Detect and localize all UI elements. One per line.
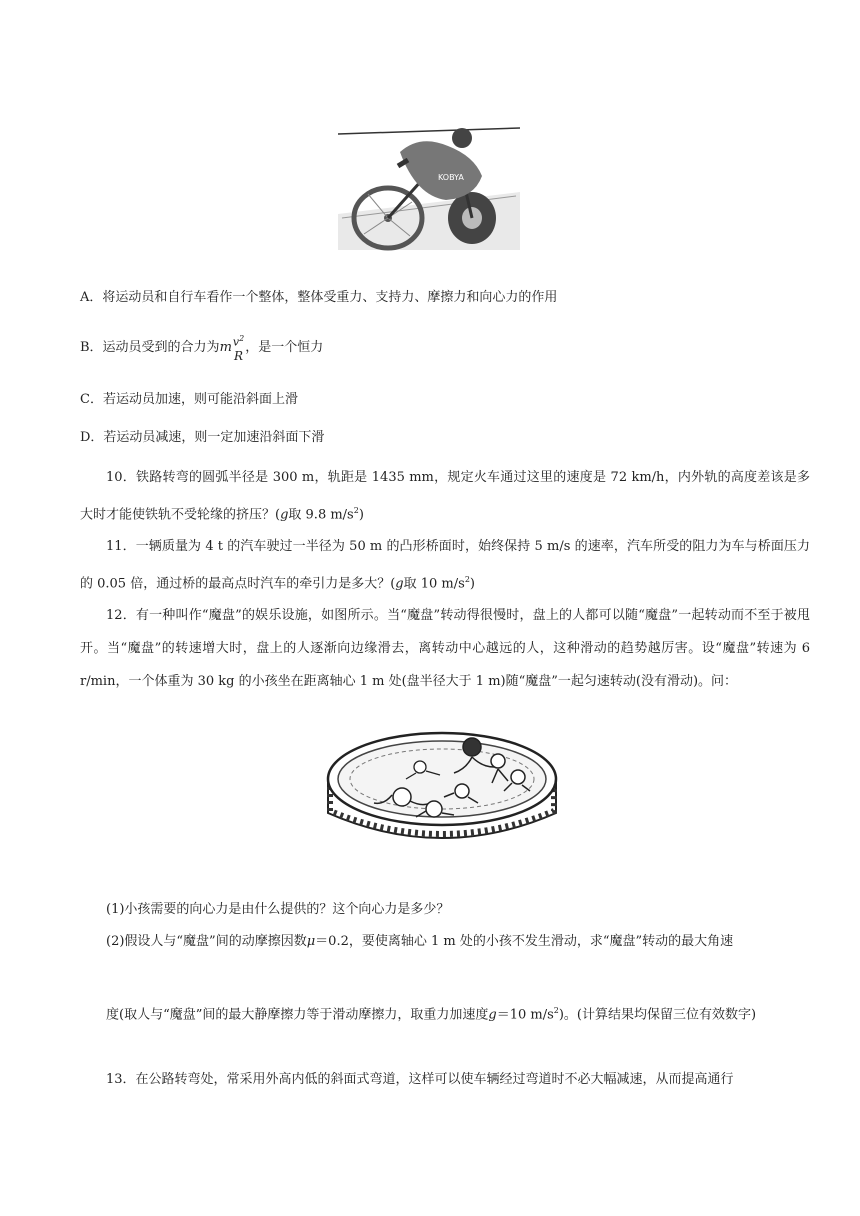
fraction-v2-over-r: $v^2$ R bbox=[232, 333, 245, 364]
question-10-gravity: 取 9.8 m/s bbox=[288, 507, 354, 523]
question-10-text: 10．铁路转弯的圆弧半径是 300 m，轨距是 1435 mm，规定火车通过这里的速度是 72 km/h，内外轨的高度差该是多大时才能使铁轨不受轮缘的挤压？( bbox=[80, 470, 810, 523]
svg-text:KOBYA: KOBYA bbox=[438, 173, 464, 182]
option-a-text: A．将运动员和自行车看作一个整体，整体受重力、支持力、摩擦力和向心力的作用 bbox=[80, 290, 558, 305]
option-c-text: C．若运动员加速，则可能沿斜面上滑 bbox=[80, 392, 298, 407]
option-c bbox=[80, 390, 298, 410]
sub-question-2b-gravity: ＝10 m/s bbox=[496, 1007, 554, 1023]
gravity-symbol: g bbox=[488, 1007, 497, 1023]
sub-question-1 bbox=[80, 893, 810, 926]
sub-question-2b-prefix: 度(取人与“魔盘”间的最大静摩擦力等于滑动摩擦力，取重力加速度 bbox=[106, 1007, 489, 1023]
question-13-text: 13．在公路转弯处，常采用外高内低的斜面式弯道，这样可以使车辆经过弯道时不必大幅减速，从而提高通行 bbox=[106, 1072, 734, 1087]
question-10-close: ) bbox=[358, 507, 364, 523]
question-11-close: ) bbox=[469, 576, 475, 592]
gravity-symbol: g bbox=[395, 576, 404, 592]
sub-question-2-rest: ＝0.2，要使离轴心 1 m 处的小孩不发生滑动，求“魔盘”转动的最大角速 bbox=[315, 934, 734, 949]
sub-question-1-text: (1)小孩需要的向心力是由什么提供的？这个向心力是多少？ bbox=[106, 902, 450, 917]
option-b-prefix: B．运动员受到的合力为 bbox=[80, 340, 220, 355]
mu-symbol: μ bbox=[306, 934, 316, 949]
option-d bbox=[80, 428, 324, 448]
option-a bbox=[80, 288, 557, 308]
sub-question-2b-rest: )。(计算结果均保留三位有效数字) bbox=[558, 1007, 757, 1023]
radius-symbol: R bbox=[234, 349, 244, 364]
option-d-text: D．若运动员减速，则一定加速沿斜面下滑 bbox=[80, 430, 325, 445]
option-b-suffix: ，是一个恒力 bbox=[245, 340, 324, 355]
question-12-text: 12．有一种叫作“魔盘”的娱乐设施，如图所示。当“魔盘”转动得很慢时，盘上的人都可以随“魔盘”一起转动而不至于被甩开。当“魔盘”的转速增大时，盘上的人逐渐向边缘滑去，离转动中心越远的人，这种滑动的趋势越厉害。设“魔盘”转速为 6 r/min，一个体重为 30 kg 的小孩坐在距离轴心 1 m 处(盘半径大于 1 m)随“魔盘”一起匀速转动(没有滑动)。问： bbox=[80, 608, 810, 689]
question-12 bbox=[80, 599, 810, 698]
question-10: 10．铁路转弯的圆弧半径是 300 m，轨距是 1435 mm，规定火车通过这里的速度是 72 km/h，内外轨的高度差该是多大时才能使铁轨不受轮缘的挤压？(g取 9.8 $m/s^2$) bbox=[80, 470, 810, 523]
sub-question-2-continued: 度(取人与“魔盘”间的最大静摩擦力等于滑动摩擦力，取重力加速度g＝10 $m/s^2$)。(计算结果均保留三位有效数字) bbox=[106, 1006, 757, 1023]
sub-question-2-prefix: (2)假设人与“魔盘”间的动摩擦因数 bbox=[106, 934, 307, 949]
question-13 bbox=[80, 1063, 810, 1096]
question-11: 11．一辆质量为 4 t 的汽车驶过一半径为 50 m 的凸形桥面时，始终保持 5 m/s 的速率，汽车所受的阻力为车与桥面压力的 0.05 倍，通过桥的最高点时汽车的牵引力是多大？(g取 10 $m/s^2$) bbox=[80, 539, 810, 592]
question-11-gravity: 取 10 m/s bbox=[403, 576, 465, 592]
mass-symbol: m bbox=[219, 340, 232, 355]
question-11-text: 11．一辆质量为 4 t 的汽车驶过一半径为 50 m 的凸形桥面时，始终保持 5 m/s 的速率，汽车所受的阻力为车与桥面压力的 0.05 倍，通过桥的最高点时汽车的牵引力是多大？( bbox=[80, 539, 810, 592]
magic-disc-figure bbox=[322, 727, 562, 859]
gravity-symbol: g bbox=[280, 507, 289, 523]
sub-question-2 bbox=[80, 925, 810, 958]
option-b bbox=[80, 330, 323, 366]
velocity-symbol: v bbox=[232, 335, 240, 349]
cyclist-figure bbox=[338, 122, 520, 252]
